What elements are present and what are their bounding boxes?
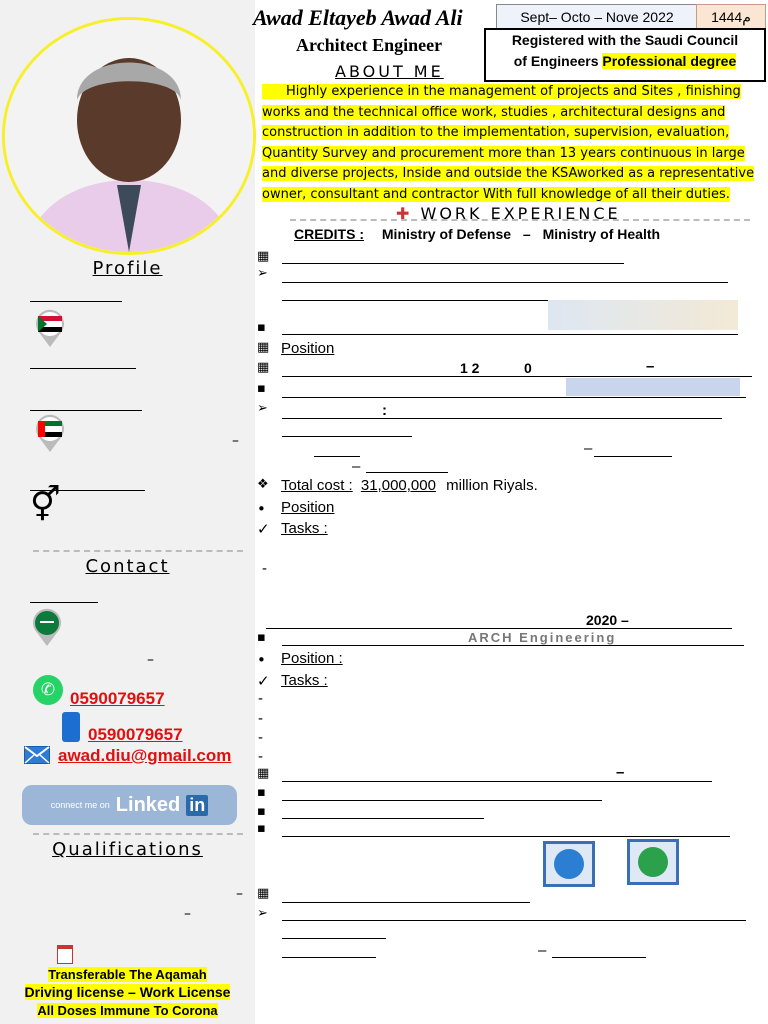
about-heading: ABOUT ME <box>335 62 444 81</box>
whatsapp-number[interactable]: 0590079657 <box>70 689 165 708</box>
redacted-line <box>282 397 746 398</box>
redacted-line <box>266 628 732 629</box>
dash-text: – <box>147 652 154 668</box>
date-range: Sept– Octo – Nove 2022 <box>496 4 698 30</box>
tasks-label: Tasks : <box>281 520 328 537</box>
council-line2: of Engineers Professional degree <box>513 53 737 69</box>
calendar-icon: ▦ <box>257 340 270 355</box>
redacted-line <box>282 300 574 301</box>
redacted-line <box>314 456 360 457</box>
divider <box>30 602 98 603</box>
arrow-bullet: ➢ <box>257 906 268 921</box>
redacted-line <box>282 836 730 837</box>
profile-heading: Profile <box>92 258 163 279</box>
arrow-bullet: ➢ <box>257 401 268 416</box>
linkedin-button[interactable] <box>22 785 237 825</box>
position-label: Position <box>281 499 335 516</box>
note-corona: All Doses Immune To Corona <box>37 1003 218 1018</box>
square-bullet: ▪ <box>257 630 266 645</box>
calendar-icon: ▦ <box>257 249 270 264</box>
dash-text: – <box>616 764 625 781</box>
note-aqamah: Transferable The Aqamah <box>48 967 207 982</box>
dash-text: - <box>258 690 263 707</box>
email-link[interactable]: awad.diu@gmail.com <box>58 746 232 765</box>
credits-line: CREDITS : Ministry of Defense – Ministry of Health <box>294 226 661 242</box>
year-text: 2020 – <box>586 612 629 628</box>
dash-text: – <box>646 358 655 375</box>
organization-logo <box>543 841 595 887</box>
dash-text: - <box>258 729 263 746</box>
dash-text: – <box>538 942 547 959</box>
years-text: 0 <box>524 360 532 376</box>
company-logos <box>548 300 738 330</box>
years-text: 1 2 <box>460 360 480 376</box>
divider <box>30 301 122 302</box>
colon-text: : <box>382 402 387 419</box>
dash-text: – <box>232 433 239 449</box>
redacted-line <box>282 938 386 939</box>
uae-flag-pin-icon <box>33 412 67 452</box>
linkedin-in-icon: in <box>186 795 208 816</box>
position-label: Position <box>281 340 335 357</box>
redacted-line <box>282 282 728 283</box>
whatsapp-icon: ✆ <box>33 675 63 705</box>
dash-text: - <box>258 710 263 727</box>
check-bullet: ✓ <box>257 672 270 690</box>
gender-icon: ⚥ <box>30 485 61 525</box>
council-registration-box <box>484 28 766 82</box>
saudi-flag-pin-icon <box>30 606 64 646</box>
dot-bullet: • <box>257 651 266 669</box>
dash-text: – <box>184 906 191 922</box>
square-bullet: ▪ <box>257 785 266 800</box>
job-title: Architect Engineer <box>296 35 443 55</box>
dash-text: - <box>258 748 263 765</box>
dash-text: – <box>584 440 593 457</box>
about-text: Highly experience in the management of projects and Sites , finishing works and the technical office work, studies , architectural designs and construction in addition to the implementation, supervision, evaluation, Quantity Survey and procurement more than 13 years continuous in large and diverse projects, Inside and outside the KSAworked as a representative owner, consultant and contractor With full knowledge of all their duties. <box>262 84 755 202</box>
arrow-bullet: ➢ <box>257 266 268 281</box>
profile-photo <box>2 17 256 255</box>
qualifications-heading: Qualifications <box>52 839 203 860</box>
redacted-line <box>282 781 712 782</box>
section-divider <box>33 550 243 552</box>
check-bullet: ✓ <box>257 520 270 538</box>
total-cost-line: Total cost : 31,000,000 million Riyals. <box>281 477 538 494</box>
position-label: Position : <box>281 650 343 667</box>
divider <box>30 410 142 411</box>
hijri-year: م1444 <box>696 4 766 30</box>
organization-logo <box>627 839 679 885</box>
square-bullet: ▪ <box>257 320 266 335</box>
redacted-line <box>282 957 376 958</box>
mobile-phone-icon <box>62 712 80 742</box>
note-license: Driving license – Work License <box>24 984 231 1000</box>
calendar-icon: ▦ <box>257 886 270 901</box>
section-divider <box>33 833 243 835</box>
dash-text: – <box>352 458 361 475</box>
divider <box>30 368 136 369</box>
mobile-number[interactable]: 0590079657 <box>88 725 183 744</box>
council-line1: Registered with the Saudi Council <box>511 32 739 48</box>
council-degree: Professional degree <box>602 53 737 69</box>
linkedin-small-text: connect me on <box>50 800 110 810</box>
work-experience-heading: ✚ WORK EXPERIENCE <box>396 204 621 223</box>
redacted-line <box>282 376 752 377</box>
redacted-line <box>594 456 672 457</box>
dash-text: - <box>262 560 267 577</box>
square-bullet: ▪ <box>257 804 266 819</box>
square-bullet: ▪ <box>257 381 266 396</box>
diamond-bullet: ❖ <box>257 477 269 492</box>
calendar-icon: ▦ <box>257 360 270 375</box>
tnc-logo <box>566 378 740 396</box>
redacted-line <box>282 334 738 335</box>
envelope-icon <box>24 746 50 764</box>
square-bullet: ▪ <box>257 821 266 836</box>
redacted-line <box>282 645 744 646</box>
tasks-label: Tasks : <box>281 672 328 689</box>
redacted-line <box>282 800 602 801</box>
dash-text: – <box>236 886 243 902</box>
linkedin-word: Linked <box>115 793 181 816</box>
redacted-line <box>282 263 624 264</box>
contact-heading: Contact <box>85 556 170 577</box>
dot-bullet: • <box>257 500 266 518</box>
redacted-line <box>282 818 484 819</box>
redacted-line <box>282 436 412 437</box>
calendar-icon <box>57 945 73 964</box>
redacted-line <box>366 472 448 473</box>
redacted-line <box>282 920 746 921</box>
redacted-line <box>282 902 530 903</box>
sudan-flag-pin-icon <box>33 307 67 347</box>
calendar-icon: ▦ <box>257 766 270 781</box>
redacted-line <box>282 418 722 419</box>
candidate-name: Awad Eltayeb Awad Ali <box>253 5 463 30</box>
arch-logo: ARCH Engineering <box>468 630 617 645</box>
redacted-line <box>552 957 646 958</box>
